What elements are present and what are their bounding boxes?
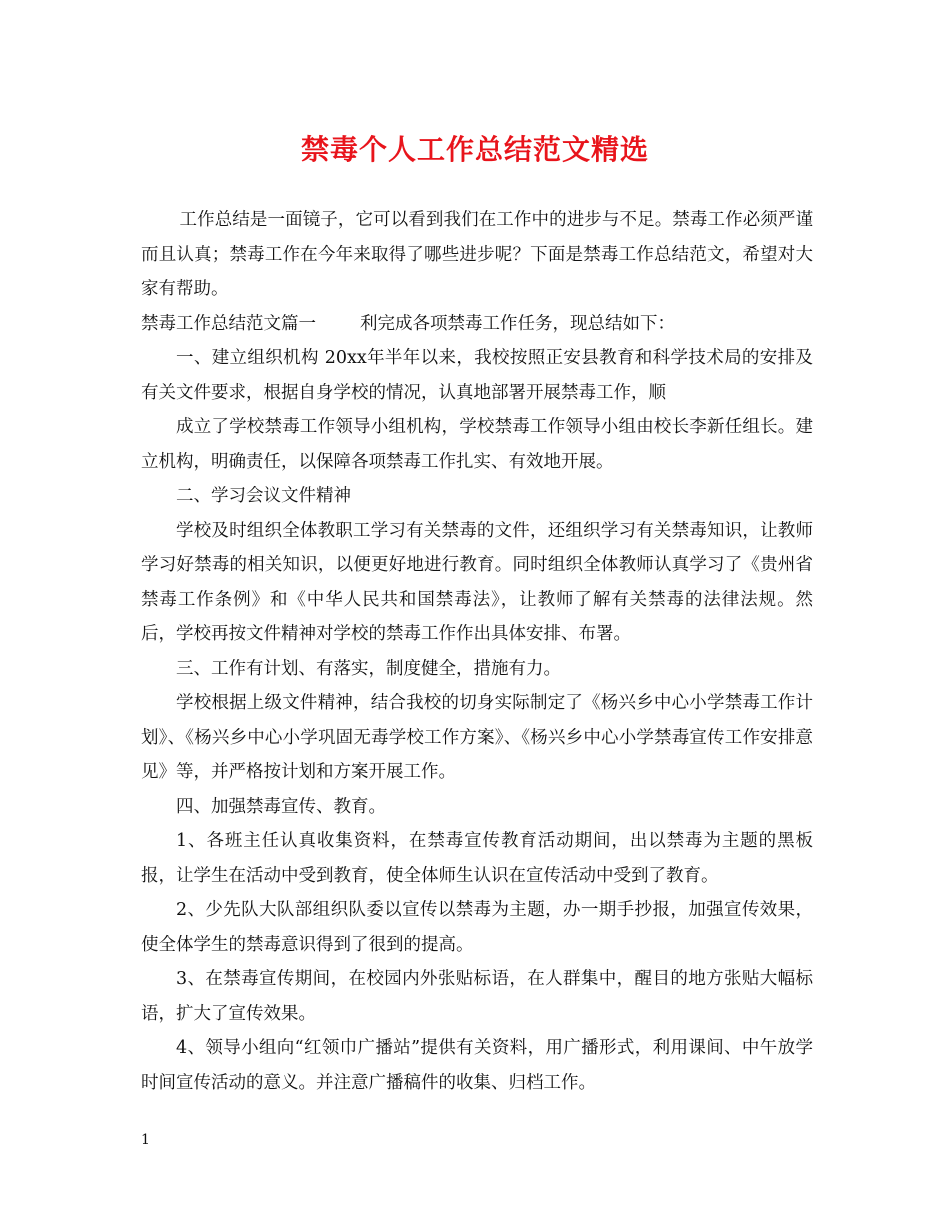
intro-paragraph: 工作总结是一面镜子，它可以看到我们在工作中的进步与不足。禁毒工作必须严谨而且认真；禁毒工作在今年来取得了哪些进步呢？下面是禁毒工作总结范文，希望对大家有帮助。 — [141, 210, 813, 299]
section-heading-line — [141, 307, 813, 342]
document-title: 禁毒个人工作总结范文精选 — [300, 133, 649, 166]
section-heading: 禁毒工作总结范文篇一 — [141, 313, 316, 334]
paragraph-item-1: 1、各班主任认真收集资料，在禁毒宣传教育活动期间，出以禁毒为主题的黑板报，让学生在活动中受到教育，使全体师生认识在宣传活动中受到了教育。 — [141, 831, 813, 886]
paragraph-item-3: 3、在禁毒宣传期间，在校园内外张贴标语，在人群集中，醒目的地方张贴大幅标语，扩大了宣传效果。 — [141, 969, 813, 1024]
paragraph-publicity-heading: 四、加强禁毒宣传、教育。 — [176, 796, 386, 817]
paragraph-leadership-group: 成立了学校禁毒工作领导小组机构，学校禁毒工作领导小组由校长李新任组长。建立机构，明确责任，以保障各项禁毒工作扎实、有效地开展。 — [141, 417, 813, 472]
paragraph-plan: 学校根据上级文件精神，结合我校的切身实际制定了《杨兴乡中心小学禁毒工作计划》、《杨兴乡中心小学巩固无毒学校工作方案》、《杨兴乡中心小学禁毒宣传工作安排意见》等，并严格按计划和方案开展工作。 — [141, 693, 813, 782]
section-heading-continuation: 利完成各项禁毒工作任务，现总结如下： — [360, 313, 675, 334]
paragraph-study-heading: 二、学习会议文件精神 — [176, 486, 351, 506]
paragraph-item-2: 2、少先队大队部组织队委以宣传以禁毒为主题，办一期手抄报，加强宣传效果，使全体学生的禁毒意识得到了很到的提高。 — [141, 900, 813, 955]
paragraph-study: 学校及时组织全体教职工学习有关禁毒的文件，还组织学习有关禁毒知识，让教师学习好禁毒的相关知识，以便更好地进行教育。同时组织全体教师认真学习了《贵州省禁毒工作条例》和《中华人民共和国禁毒法》，让教师了解有关禁毒的法律法规。然后，学校再按文件精神对学校的禁毒工作作出具体安排、布署。 — [141, 520, 813, 644]
paragraph-item-4: 4、领导小组向“红领巾广播站”提供有关资料，用广播形式，利用课间、中午放学时间宣传活动的意义。并注意广播稿件的收集、归档工作。 — [141, 1038, 813, 1093]
document-body — [141, 203, 813, 1100]
page-number: 1 — [141, 1132, 150, 1148]
paragraph-organization: 一、建立组织机构 20xx年半年以来，我校按照正安县教育和科学技术局的安排及有关文件要求，根据自身学校的情况，认真地部署开展禁毒工作，顺 — [141, 348, 813, 403]
paragraph-plan-heading: 三、工作有计划、有落实，制度健全，措施有力。 — [176, 658, 561, 679]
